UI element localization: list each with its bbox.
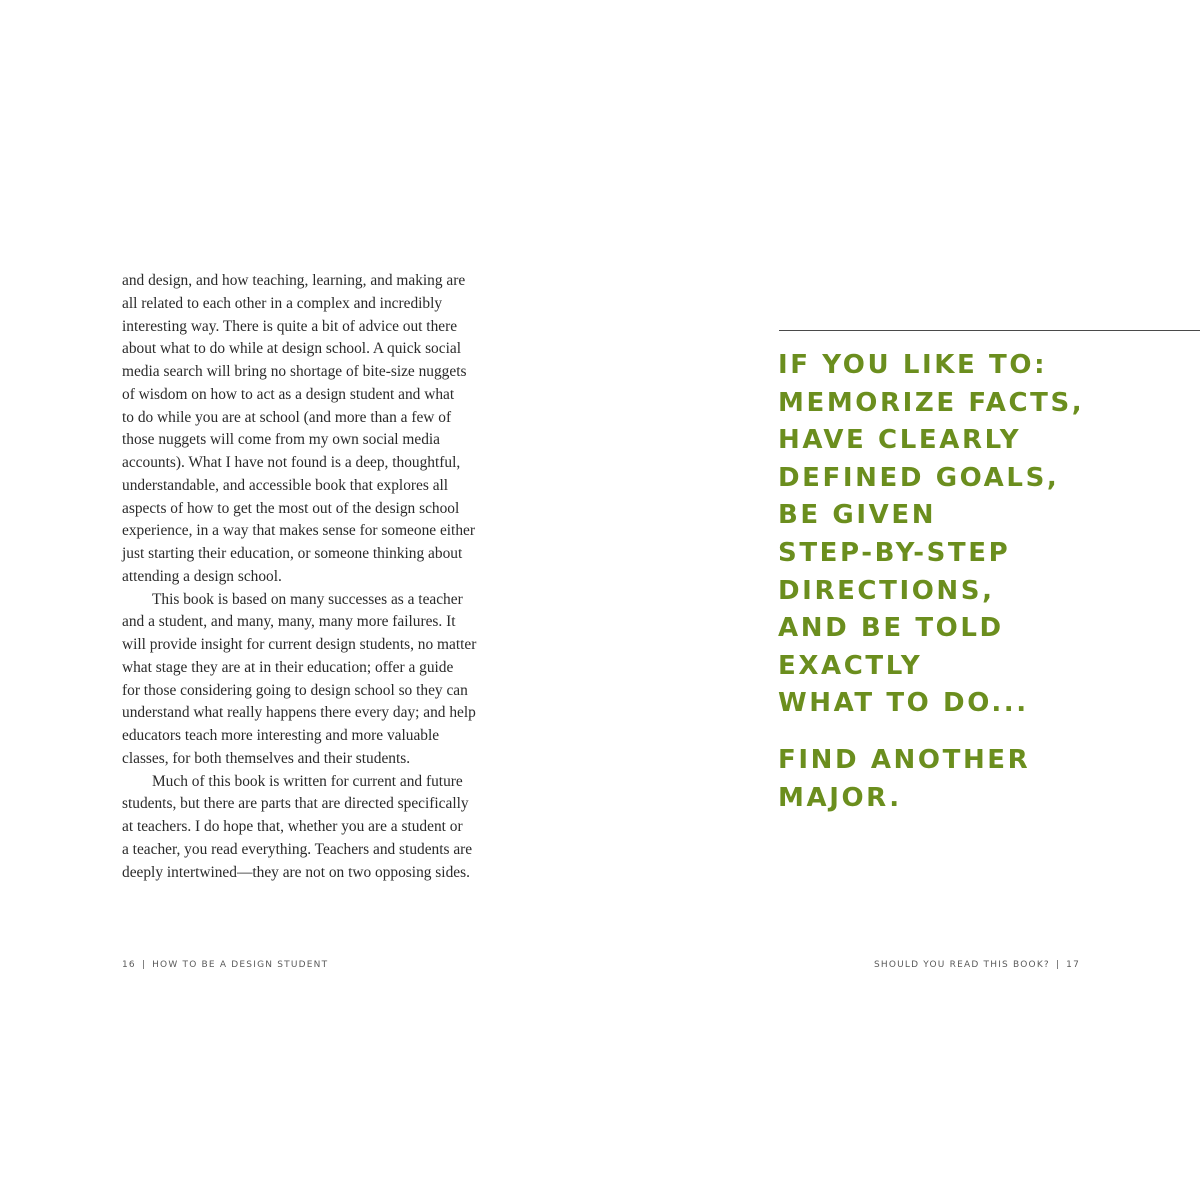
- text-line: accounts). What I have not found is a deep, thoughtful,: [122, 454, 461, 471]
- page-number: 17: [1066, 960, 1080, 970]
- page-number: 16: [122, 960, 136, 970]
- text-line: aspects of how to get the most out of the design school: [122, 499, 460, 517]
- text-line: those nuggets will come from my own social media: [122, 431, 441, 449]
- text-line: media search will bring no shortage of bite-size nuggets: [122, 363, 467, 380]
- callout-gap: [778, 723, 1084, 742]
- text-line: interesting way. There is quite a bit of advice out there: [122, 317, 458, 335]
- text-line: and design, and how teaching, learning, and making are: [122, 272, 466, 289]
- callout-line: DIRECTIONS,: [778, 575, 995, 606]
- folio-separator: |: [141, 960, 147, 970]
- folio-separator: |: [1055, 960, 1061, 970]
- left-page-folio: [122, 960, 328, 970]
- text-line: Much of this book is written for current and future: [152, 772, 463, 790]
- text-line: about what to do while at design school. A quick social: [122, 340, 461, 358]
- callout-line: EXACTLY: [778, 650, 923, 681]
- text-line: This book is based on many successes as a teacher: [152, 590, 463, 608]
- callout-line: AND BE TOLD: [778, 613, 1004, 644]
- callout-line: HAVE CLEARLY: [778, 425, 1022, 456]
- running-head: SHOULD YOU READ THIS BOOK?: [873, 960, 1050, 970]
- conclusion-line: MAJOR.: [778, 782, 902, 813]
- text-line: students, but there are parts that are directed specifically: [122, 795, 469, 813]
- callout-line: DEFINED GOALS,: [778, 462, 1060, 493]
- conclusion-line: FIND ANOTHER: [778, 744, 1031, 775]
- text-line: all related to each other in a complex and incredibly: [122, 294, 443, 312]
- paragraph-1: [122, 270, 514, 589]
- text-line: deeply intertwined—they are not on two opposing sides.: [122, 863, 470, 881]
- right-page-folio: [874, 960, 1080, 970]
- callout-rule: [779, 330, 1200, 331]
- callout-line: IF YOU LIKE TO:: [778, 350, 1048, 380]
- text-line: a teacher, you read everything. Teachers and students are: [122, 840, 473, 858]
- callout-line: MEMORIZE FACTS,: [778, 387, 1085, 418]
- text-line: and a student, and many, many, many more failures. It: [122, 613, 456, 631]
- paragraph-2: [122, 589, 514, 771]
- left-page-body-text: [122, 270, 514, 884]
- text-line: at teachers. I do hope that, whether you are a student or: [122, 818, 463, 835]
- text-line: educators teach more interesting and more valuable: [122, 727, 440, 744]
- running-head: HOW TO BE A DESIGN STUDENT: [152, 960, 329, 970]
- text-line: classes, for both themselves and their students.: [122, 749, 411, 767]
- text-line: attending a design school.: [122, 567, 282, 585]
- callout-line: WHAT TO DO...: [778, 688, 1029, 719]
- text-line: experience, in a way that makes sense for someone either: [122, 522, 475, 540]
- text-line: for those considering going to design school so they can: [122, 681, 468, 699]
- pull-quote-callout: [778, 347, 1084, 817]
- callout-line: BE GIVEN: [778, 500, 937, 531]
- text-line: understandable, and accessible book that explores all: [122, 476, 449, 494]
- text-line: what stage they are at in their education; offer a guide: [122, 658, 454, 676]
- text-line: will provide insight for current design students, no matter: [122, 636, 477, 653]
- text-line: of wisdom on how to act as a design student and what: [122, 385, 455, 403]
- callout-line: STEP-BY-STEP: [778, 537, 1011, 568]
- text-line: to do while you are at school (and more than a few of: [122, 408, 452, 426]
- text-line: understand what really happens there every day; and help: [122, 704, 476, 722]
- text-line: just starting their education, or someone thinking about: [122, 545, 463, 562]
- paragraph-3: [122, 771, 514, 885]
